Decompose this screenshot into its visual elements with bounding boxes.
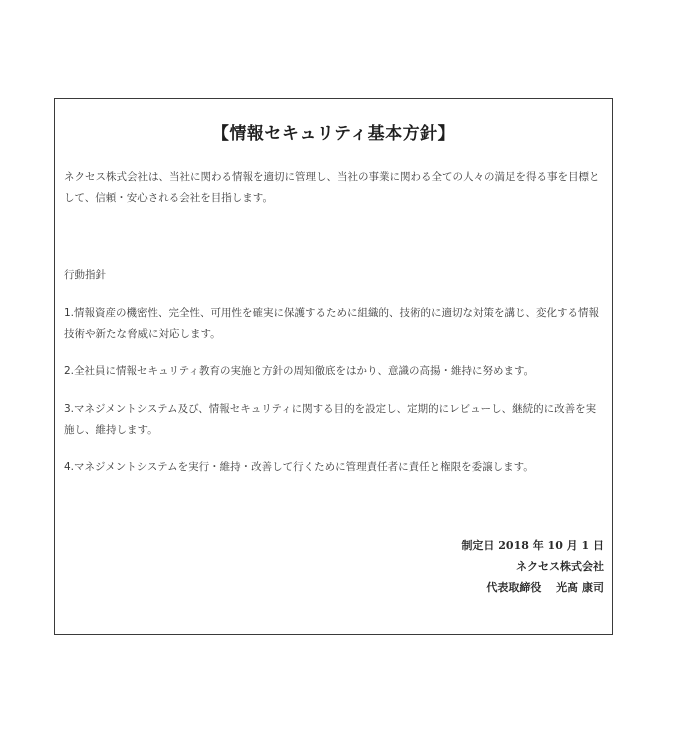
policy-title: 【情報セキュリティ基本方針】 <box>211 124 456 144</box>
company-name: ネクセス株式会社 <box>516 560 604 573</box>
policy-intro: ネクセス株式会社は、当社に関わる情報を適切に管理し、当社の事業に関わる全ての人々の満足を得る事を目標として、信頼・安心される会社を目指します。 <box>64 171 600 204</box>
guideline-item-3: 3.マネジメントシステム及び、情報セキュリティに関する目的を設定し、定期的にレビューし、継続的に改善を実施し、維持します。 <box>64 403 597 436</box>
policy-document-box <box>54 98 613 635</box>
representative-name: 代表取締役 光髙 康司 <box>486 581 604 594</box>
enactment-date: 制定日 2018 年 10 月 1 日 <box>461 539 604 552</box>
guideline-item-1: 1.情報資産の機密性、完全性、可用性を確実に保護するために組織的、技術的に適切な対策を講じ、変化する情報技術や新たな脅威に対応します。 <box>64 307 600 340</box>
guidelines-heading: 行動指針 <box>64 269 106 281</box>
guideline-item-2: 2.全社員に情報セキュリティ教育の実施と方針の周知徹底をはかり、意識の高揚・維持に努めます。 <box>64 365 535 377</box>
guideline-item-4: 4.マネジメントシステムを実行・維持・改善して行くために管理責任者に責任と権限を委譲します。 <box>64 461 534 473</box>
signature-block <box>461 535 604 598</box>
